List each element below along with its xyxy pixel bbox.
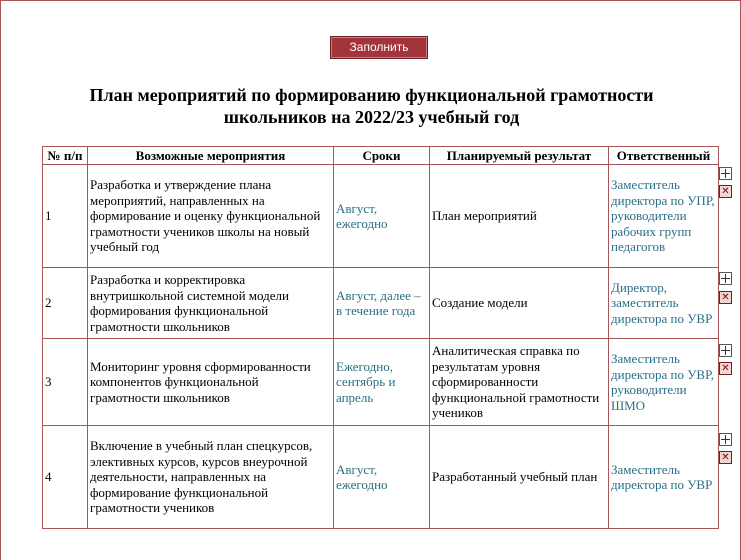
row-responsible: Заместитель директора по УВР: [609, 426, 719, 529]
row-number: 3: [43, 339, 88, 426]
row-responsible: Заместитель директора по УВР, руководители ШМО: [609, 339, 719, 426]
header-num: № п/п: [43, 147, 88, 165]
row-result: Аналитическая справка по результатам уровня сформированности функциональной грамотности учеников: [430, 339, 609, 426]
row-event: Включение в учебный план спецкурсов, элективных курсов, курсов внеурочной деятельности, направленных на формирование функциональной грамотности учеников: [88, 426, 334, 529]
table-row: [43, 165, 719, 268]
row-responsible: Директор, заместитель директора по УВР: [609, 268, 719, 339]
fill-button[interactable]: Заполнить: [330, 36, 428, 59]
row-result: Создание модели: [430, 268, 609, 339]
row-event: Мониторинг уровня сформированности компонентов функциональной грамотности школьников: [88, 339, 334, 426]
close-square-icon[interactable]: ✕: [719, 451, 732, 464]
row-event: Разработка и корректировка внутришкольной системной модели формирования функциональной грамотности школьников: [88, 268, 334, 339]
row-term: Ежегодно, сентябрь и апрель: [334, 339, 430, 426]
table-row: [43, 268, 719, 339]
plus-square-icon[interactable]: [719, 344, 732, 357]
row-number: 2: [43, 268, 88, 339]
plan-table: [42, 146, 719, 529]
header-term: Сроки: [334, 147, 430, 165]
row-term: Август, далее – в течение года: [334, 268, 430, 339]
row-event: Разработка и утверждение плана мероприятий, направленных на формирование и оценку функциональной грамотности учеников школы на новый учебный год: [88, 165, 334, 268]
row-result: Разработанный учебный план: [430, 426, 609, 529]
close-square-icon[interactable]: ✕: [719, 291, 732, 304]
plus-square-icon[interactable]: [719, 272, 732, 285]
row-responsible: Заместитель директора по УПР, руководители рабочих групп педагогов: [609, 165, 719, 268]
close-square-icon[interactable]: ✕: [719, 362, 732, 375]
page-title: План мероприятий по формированию функциональной грамотности школьников на 2022/23 учебный год: [89, 85, 654, 127]
header-result: Планируемый результат: [430, 147, 609, 165]
table-row: [43, 339, 719, 426]
table-row: [43, 426, 719, 529]
close-square-icon[interactable]: ✕: [719, 185, 732, 198]
table-header-row: [43, 147, 719, 165]
plus-square-icon[interactable]: [719, 167, 732, 180]
row-term: Август, ежегодно: [334, 165, 430, 268]
header-responsible: Ответственный: [609, 147, 719, 165]
row-number: 1: [43, 165, 88, 268]
row-result: План мероприятий: [430, 165, 609, 268]
plus-square-icon[interactable]: [719, 433, 732, 446]
row-term: Август, ежегодно: [334, 426, 430, 529]
header-event: Возможные мероприятия: [88, 147, 334, 165]
row-number: 4: [43, 426, 88, 529]
